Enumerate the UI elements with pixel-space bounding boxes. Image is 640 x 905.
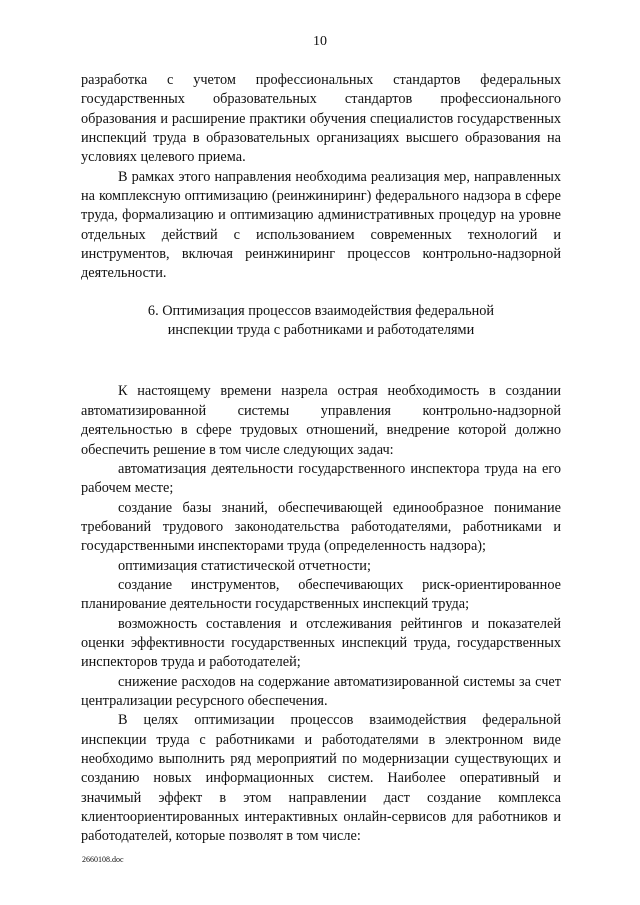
footer-filename: 2660108.doc — [82, 855, 124, 864]
section-heading-line: 6. Оптимизация процессов взаимодействия федеральной — [147, 302, 495, 319]
paragraph: разработка с учетом профессиональных стандартов федеральных государственных образовательных стандартов профессионального образования и расширение практики обучения специалистов государственных инспекций труда в образовательных организациях высшего образования на условиях целевого приема. — [81, 72, 561, 166]
list-item: автоматизация деятельности государственного инспектора труда на его рабочем месте; — [81, 460, 561, 497]
paragraph: В целях оптимизации процессов взаимодействия федеральной инспекции труда с работниками и работодателями в электронном виде необходимо выполнить ряд мероприятий по модернизации существующих и созданию новых информационных систем. Наиболее оперативный и значимый эффект в этом направлении даст создание комплекса клиентоориентированных интерактивных онлайн-сервисов для работников и работодателей, которые позволят в том числе: — [81, 712, 561, 845]
list-item: снижение расходов на содержание автоматизированной системы за счет централизации ресурсного обеспечения. — [81, 673, 561, 709]
paragraph: В рамках этого направления необходима реализация мер, направленных на комплексную оптимизацию (реинжиниринг) федерального надзора в сфере труда, формализацию и оптимизацию административных процедур на уровне отдельных действий с использованием современных технологий и инструментов, включая реинжиниринг процессов контрольно-надзорной деятельности. — [81, 168, 561, 282]
page-number: 10 — [313, 34, 327, 49]
list-item: создание инструментов, обеспечивающих риск-ориентированное планирование деятельности государственных инспекций труда; — [81, 576, 561, 613]
paragraph: К настоящему времени назрела острая необходимость в создании автоматизированной системы управления контрольно-надзорной деятельностью в сфере трудовых отношений, внедрение которой должно обеспечить решение в том числе следующих задач: — [81, 383, 561, 458]
section-heading — [81, 302, 561, 341]
list-item: оптимизация статистической отчетности; — [118, 557, 371, 574]
section-heading-line: инспекции труда с работниками и работодателями — [167, 322, 475, 339]
list-item: создание базы знаний, обеспечивающей единообразное понимание требований трудового законодательства работодателями, работниками и государственными инспекторами труда (определенность надзора); — [81, 499, 561, 555]
list-item: возможность составления и отслеживания рейтингов и показателей оценки эффективности государственных инспекций труда, государственных инспекторов труда и работодателей; — [81, 615, 561, 671]
document-body — [81, 71, 561, 847]
